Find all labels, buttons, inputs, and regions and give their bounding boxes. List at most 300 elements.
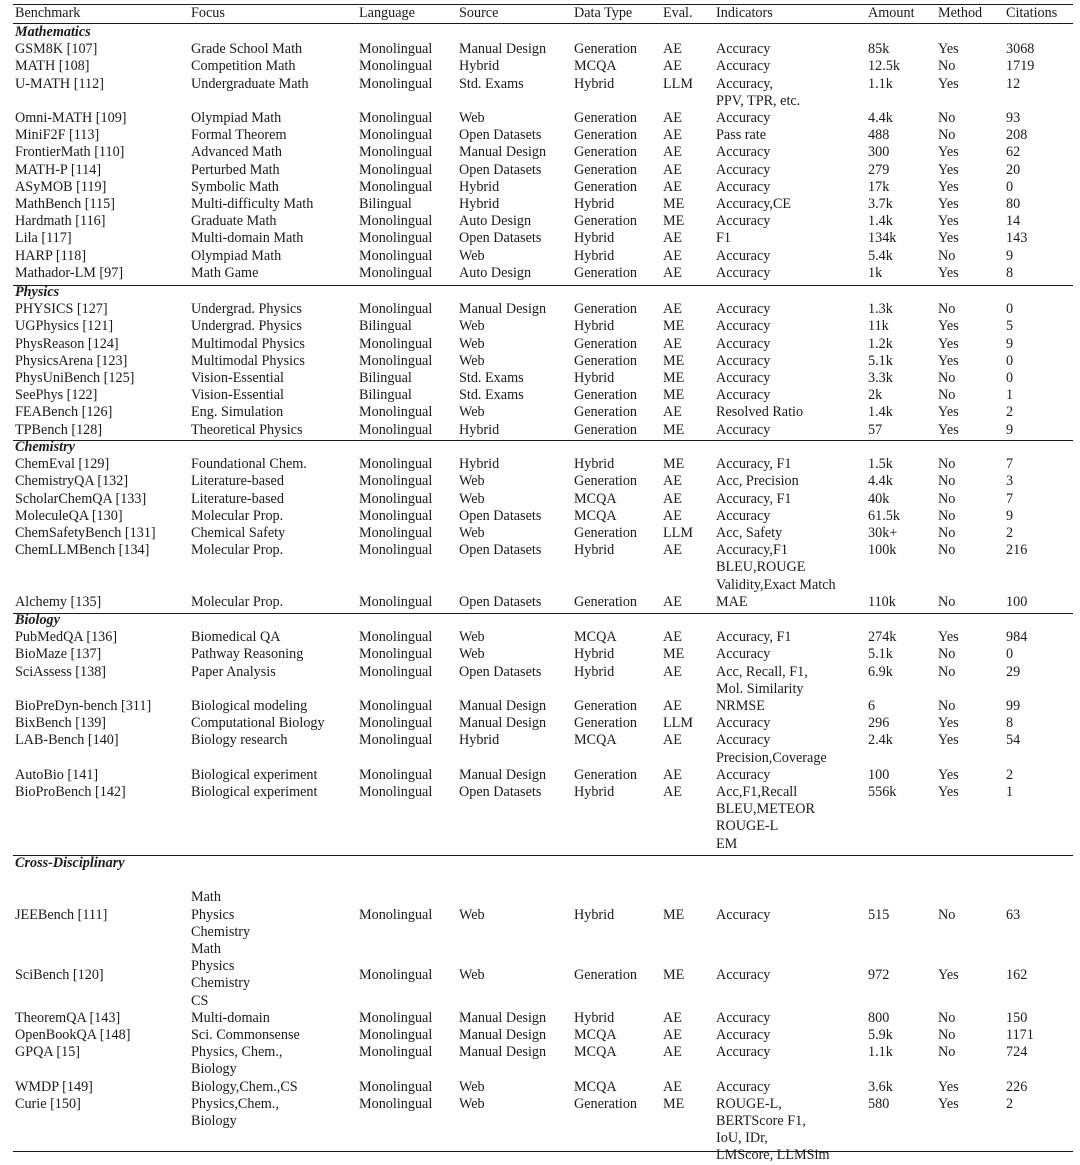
cell-indicators: Accuracy	[716, 370, 771, 386]
cell-citations: 100	[1006, 593, 1028, 610]
cell-benchmark: PHYSICS [127]	[15, 301, 108, 318]
cell-amount: 4.4k	[868, 473, 893, 490]
cell-amount: 6.9k	[868, 663, 893, 680]
cell-data-type: MCQA	[574, 58, 617, 75]
cell-citations: 3	[1006, 473, 1014, 490]
cell-benchmark: AutoBio [141]	[15, 766, 99, 783]
cell-focus: Eng. Simulation	[191, 404, 284, 421]
cell-data-type: Hybrid	[574, 230, 615, 247]
cell-amount: 5.1k	[868, 352, 893, 369]
cell-eval: AE	[663, 58, 682, 75]
cell-data-type: Generation	[574, 404, 638, 421]
cell-focus: Biology research	[191, 732, 288, 749]
cell-citations: 7	[1006, 490, 1014, 507]
cell-eval: AE	[663, 264, 682, 281]
cell-eval: AE	[663, 144, 682, 161]
cell-eval: AE	[663, 247, 682, 264]
cell-amount: 30k+	[868, 525, 898, 541]
cell-indicators: Acc, Safety	[716, 525, 783, 541]
cell-language: Monolingual	[359, 593, 433, 610]
cell-method: Yes	[938, 715, 959, 732]
cell-source: Auto Design	[459, 213, 532, 230]
cell-language: Monolingual	[359, 1078, 433, 1095]
cell-amount: 1.3k	[868, 301, 893, 318]
cell-focus: Math Physics Chemistry CS	[191, 941, 251, 1009]
cell-source: Open Datasets	[459, 784, 542, 800]
cell-method: Yes	[938, 230, 959, 247]
cell-benchmark: BioProBench [142]	[15, 784, 126, 800]
cell-source: Open Datasets	[459, 161, 542, 178]
cell-language: Monolingual	[359, 663, 433, 680]
cell-data-type: Generation	[574, 352, 638, 369]
cell-method: No	[938, 370, 956, 386]
cell-citations: 29	[1006, 663, 1021, 680]
cell-indicators: Accuracy	[716, 646, 771, 663]
cell-source: Hybrid	[459, 196, 500, 212]
cell-eval: ME	[663, 646, 685, 663]
cell-citations: 162	[1006, 966, 1028, 983]
cell-indicators: Accuracy	[716, 1027, 771, 1043]
cell-amount: 17k	[868, 178, 890, 195]
cell-citations: 1	[1006, 784, 1014, 800]
section-rule	[13, 440, 1073, 441]
cell-focus: Olympiad Math	[191, 247, 282, 264]
cell-source: Manual Design	[459, 1027, 547, 1043]
cell-method: Yes	[938, 264, 959, 281]
cell-benchmark: ScholarChemQA [133]	[15, 490, 147, 507]
cell-benchmark: ChemEval [129]	[15, 456, 110, 473]
cell-focus: Biomedical QA	[191, 629, 281, 646]
cell-source: Hybrid	[459, 421, 500, 438]
cell-eval: LLM	[663, 75, 693, 92]
cell-benchmark: UGPhysics [121]	[15, 318, 114, 335]
cell-indicators: Acc, Recall, F1, Mol. Similarity	[716, 663, 808, 697]
cell-eval: AE	[663, 110, 682, 126]
cell-focus: Multi-difficulty Math	[191, 196, 314, 212]
cell-method: Yes	[938, 629, 959, 646]
cell-eval: AE	[663, 1009, 682, 1026]
cell-indicators: Accuracy	[716, 247, 771, 264]
cell-method: Yes	[938, 966, 959, 983]
cell-language: Monolingual	[359, 421, 433, 438]
cell-benchmark: ChemSafetyBench [131]	[15, 525, 156, 541]
cell-benchmark: SeePhys [122]	[15, 387, 98, 404]
cell-citations: 3068	[1006, 41, 1035, 58]
cell-indicators: Accuracy	[716, 318, 771, 335]
cell-citations: 2	[1006, 404, 1014, 421]
cell-eval: AE	[663, 507, 682, 524]
cell-benchmark: HARP [118]	[15, 247, 87, 264]
cell-eval: AE	[663, 1027, 682, 1043]
cell-amount: 3.3k	[868, 370, 893, 386]
cell-focus: Undergrad. Physics	[191, 301, 302, 318]
cell-benchmark: GPQA [15]	[15, 1044, 81, 1061]
cell-language: Monolingual	[359, 110, 433, 126]
cell-citations: 14	[1006, 213, 1021, 230]
cell-citations: 208	[1006, 127, 1028, 144]
cell-benchmark: PubMedQA [136]	[15, 629, 118, 646]
cell-benchmark: Hardmath [116]	[15, 213, 106, 230]
cell-focus: Multimodal Physics	[191, 335, 305, 352]
cell-eval: AE	[663, 178, 682, 195]
cell-language: Monolingual	[359, 161, 433, 178]
cell-eval: AE	[663, 1078, 682, 1095]
cell-language: Monolingual	[359, 507, 433, 524]
cell-focus: Biological experiment	[191, 766, 318, 783]
cell-source: Web	[459, 646, 485, 663]
cell-focus: Graduate Math	[191, 213, 277, 230]
cell-citations: 2	[1006, 1095, 1014, 1112]
table-bottom-rule	[13, 1151, 1073, 1152]
section-title: Mathematics	[15, 24, 91, 40]
cell-citations: 724	[1006, 1044, 1028, 1061]
cell-benchmark: FrontierMath [110]	[15, 144, 125, 161]
cell-focus: Perturbed Math	[191, 161, 280, 178]
cell-focus: Olympiad Math	[191, 110, 282, 126]
cell-source: Manual Design	[459, 715, 547, 732]
cell-language: Monolingual	[359, 127, 433, 144]
cell-data-type: Generation	[574, 110, 638, 126]
cell-citations: 1	[1006, 387, 1014, 404]
cell-language: Monolingual	[359, 144, 433, 161]
cell-indicators: Accuracy,CE	[716, 196, 792, 212]
cell-source: Web	[459, 490, 485, 507]
cell-source: Manual Design	[459, 698, 547, 714]
cell-source: Open Datasets	[459, 230, 542, 247]
cell-source: Web	[459, 629, 485, 646]
cell-source: Manual Design	[459, 144, 547, 161]
cell-source: Hybrid	[459, 456, 500, 473]
cell-method: No	[938, 110, 956, 126]
cell-citations: 62	[1006, 144, 1021, 161]
cell-amount: 100k	[868, 542, 897, 559]
cell-data-type: Generation	[574, 1095, 638, 1112]
cell-focus: Sci. Commonsense	[191, 1027, 300, 1043]
cell-method: No	[938, 698, 956, 714]
cell-language: Monolingual	[359, 178, 433, 195]
cell-eval: ME	[663, 213, 685, 230]
cell-citations: 0	[1006, 646, 1014, 663]
cell-language: Bilingual	[359, 196, 412, 212]
cell-method: Yes	[938, 196, 959, 212]
cell-citations: 143	[1006, 230, 1028, 247]
cell-amount: 274k	[868, 629, 897, 646]
col-header-method: Method	[938, 5, 983, 21]
cell-focus: Pathway Reasoning	[191, 646, 304, 663]
cell-data-type: MCQA	[574, 1078, 617, 1095]
cell-source: Open Datasets	[459, 593, 542, 610]
cell-indicators: Resolved Ratio	[716, 404, 804, 421]
cell-amount: 57	[868, 421, 883, 438]
cell-source: Hybrid	[459, 58, 500, 75]
cell-benchmark: WMDP [149]	[15, 1078, 93, 1095]
cell-indicators: Accuracy, F1	[716, 629, 792, 646]
cell-indicators: Accuracy Precision,Coverage	[716, 732, 827, 766]
cell-data-type: Generation	[574, 525, 638, 541]
col-header-eval: Eval.	[663, 5, 693, 21]
cell-amount: 61.5k	[868, 507, 900, 524]
cell-source: Hybrid	[459, 732, 500, 749]
cell-eval: AE	[663, 784, 682, 800]
cell-amount: 11k	[868, 318, 889, 335]
cell-data-type: Generation	[574, 698, 638, 714]
cell-citations: 9	[1006, 335, 1014, 352]
cell-benchmark: SciAssess [138]	[15, 663, 107, 680]
cell-indicators: Accuracy	[716, 1044, 771, 1061]
cell-focus: Biological experiment	[191, 784, 318, 800]
cell-eval: AE	[663, 629, 682, 646]
cell-amount: 3.6k	[868, 1078, 893, 1095]
cell-amount: 1.5k	[868, 456, 893, 473]
cell-indicators: Accuracy	[716, 264, 771, 281]
cell-indicators: Accuracy	[716, 507, 771, 524]
cell-amount: 12.5k	[868, 58, 900, 75]
cell-data-type: Hybrid	[574, 906, 615, 923]
cell-source: Web	[459, 110, 485, 126]
cell-indicators: F1	[716, 230, 731, 247]
cell-data-type: Generation	[574, 715, 638, 732]
cell-amount: 40k	[868, 490, 890, 507]
cell-method: Yes	[938, 352, 959, 369]
cell-focus: Competition Math	[191, 58, 296, 75]
cell-data-type: Hybrid	[574, 646, 615, 663]
cell-citations: 99	[1006, 698, 1021, 714]
cell-data-type: Hybrid	[574, 1009, 615, 1026]
cell-benchmark: Omni-MATH [109]	[15, 110, 127, 126]
cell-method: No	[938, 301, 956, 318]
cell-citations: 5	[1006, 318, 1014, 335]
cell-benchmark: BioMaze [137]	[15, 646, 102, 663]
cell-citations: 150	[1006, 1009, 1028, 1026]
cell-eval: ME	[663, 370, 685, 386]
cell-focus: Grade School Math	[191, 41, 303, 58]
cell-benchmark: Alchemy [135]	[15, 593, 102, 610]
cell-method: No	[938, 1027, 956, 1043]
cell-indicators: Accuracy	[716, 110, 771, 126]
cell-method: No	[938, 507, 956, 524]
cell-method: Yes	[938, 75, 959, 92]
cell-focus: Undergrad. Physics	[191, 318, 302, 335]
cell-source: Std. Exams	[459, 75, 524, 92]
cell-benchmark: OpenBookQA [148]	[15, 1027, 131, 1043]
cell-citations: 9	[1006, 247, 1014, 264]
cell-eval: AE	[663, 732, 682, 749]
cell-data-type: Generation	[574, 213, 638, 230]
cell-amount: 4.4k	[868, 110, 893, 126]
cell-language: Monolingual	[359, 1009, 433, 1026]
col-header-amount: Amount	[868, 5, 915, 21]
cell-benchmark: MoleculeQA [130]	[15, 507, 123, 524]
cell-focus: Molecular Prop.	[191, 507, 284, 524]
col-header-language: Language	[359, 5, 415, 21]
cell-amount: 1.4k	[868, 213, 893, 230]
cell-method: Yes	[938, 732, 959, 749]
cell-benchmark: PhysUniBench [125]	[15, 370, 135, 386]
cell-benchmark: FEABench [126]	[15, 404, 113, 421]
cell-language: Monolingual	[359, 213, 433, 230]
cell-indicators: Accuracy, F1	[716, 456, 792, 473]
cell-method: Yes	[938, 1095, 959, 1112]
cell-amount: 6	[868, 698, 876, 714]
cell-indicators: Accuracy	[716, 766, 771, 783]
cell-benchmark: MiniF2F [113]	[15, 127, 100, 144]
section-title: Chemistry	[15, 439, 75, 455]
cell-indicators: Accuracy, PPV, TPR, etc.	[716, 75, 801, 109]
cell-data-type: Generation	[574, 264, 638, 281]
cell-benchmark: JEEBench [111]	[15, 906, 108, 923]
cell-focus: Physics,Chem., Biology	[191, 1095, 279, 1129]
cell-language: Monolingual	[359, 230, 433, 247]
cell-citations: 216	[1006, 542, 1028, 559]
cell-benchmark: Lila [117]	[15, 230, 72, 247]
cell-indicators: NRMSE	[716, 698, 765, 714]
cell-data-type: MCQA	[574, 732, 617, 749]
cell-method: Yes	[938, 1078, 959, 1095]
cell-method: Yes	[938, 404, 959, 421]
cell-indicators: Accuracy	[716, 41, 771, 58]
cell-focus: Biological modeling	[191, 698, 308, 714]
cell-indicators: Accuracy	[716, 1009, 771, 1026]
cell-focus: Undergraduate Math	[191, 75, 309, 92]
cell-focus: Symbolic Math	[191, 178, 279, 195]
cell-language: Monolingual	[359, 490, 433, 507]
cell-source: Web	[459, 1078, 485, 1095]
cell-citations: 7	[1006, 456, 1014, 473]
cell-citations: 1171	[1006, 1027, 1034, 1043]
cell-benchmark: MATH-P [114]	[15, 161, 102, 178]
cell-data-type: Generation	[574, 593, 638, 610]
cell-source: Open Datasets	[459, 663, 542, 680]
cell-citations: 0	[1006, 352, 1014, 369]
cell-data-type: Hybrid	[574, 663, 615, 680]
cell-data-type: MCQA	[574, 629, 617, 646]
cell-eval: AE	[663, 230, 682, 247]
cell-data-type: MCQA	[574, 1027, 617, 1043]
cell-benchmark: TheoremQA [143]	[15, 1009, 121, 1026]
cell-benchmark: PhysReason [124]	[15, 335, 119, 352]
cell-language: Bilingual	[359, 370, 412, 386]
cell-data-type: Hybrid	[574, 370, 615, 386]
cell-eval: ME	[663, 421, 685, 438]
cell-method: No	[938, 525, 956, 541]
cell-eval: AE	[663, 404, 682, 421]
cell-amount: 279	[868, 161, 890, 178]
cell-citations: 80	[1006, 196, 1021, 212]
cell-language: Monolingual	[359, 41, 433, 58]
cell-citations: 9	[1006, 421, 1014, 438]
cell-amount: 300	[868, 144, 890, 161]
cell-source: Hybrid	[459, 178, 500, 195]
cell-language: Monolingual	[359, 404, 433, 421]
cell-source: Web	[459, 966, 485, 983]
cell-language: Monolingual	[359, 966, 433, 983]
cell-focus: Paper Analysis	[191, 663, 276, 680]
cell-amount: 580	[868, 1095, 890, 1112]
cell-citations: 20	[1006, 161, 1021, 178]
cell-method: Yes	[938, 213, 959, 230]
cell-focus: Advanced Math	[191, 144, 283, 161]
cell-eval: AE	[663, 161, 682, 178]
section-rule	[13, 285, 1073, 286]
section-title: Biology	[15, 612, 60, 628]
cell-amount: 5.9k	[868, 1027, 893, 1043]
cell-amount: 100	[868, 766, 890, 783]
cell-language: Monolingual	[359, 1027, 433, 1043]
cell-citations: 984	[1006, 629, 1028, 646]
cell-source: Web	[459, 318, 485, 335]
cell-language: Monolingual	[359, 247, 433, 264]
cell-focus: Multi-domain	[191, 1009, 270, 1026]
cell-language: Monolingual	[359, 335, 433, 352]
cell-citations: 12	[1006, 75, 1021, 92]
cell-method: Yes	[938, 335, 959, 352]
cell-eval: LLM	[663, 715, 693, 732]
cell-focus: Formal Theorem	[191, 127, 287, 144]
cell-focus: Physics, Chem., Biology	[191, 1044, 283, 1078]
cell-language: Monolingual	[359, 766, 433, 783]
cell-focus: Foundational Chem.	[191, 456, 307, 473]
cell-eval: AE	[663, 490, 682, 507]
cell-method: No	[938, 456, 956, 473]
section-title: Physics	[15, 284, 60, 300]
cell-method: Yes	[938, 766, 959, 783]
cell-amount: 1.2k	[868, 335, 893, 352]
cell-indicators: MAE	[716, 593, 748, 610]
section-title: Cross-Disciplinary	[15, 855, 125, 871]
cell-data-type: Hybrid	[574, 542, 615, 559]
col-header-data-type: Data Type	[574, 5, 633, 21]
cell-method: Yes	[938, 421, 959, 438]
cell-language: Monolingual	[359, 301, 433, 318]
cell-benchmark: ASyMOB [119]	[15, 178, 107, 195]
cell-eval: LLM	[663, 525, 693, 541]
cell-data-type: Generation	[574, 387, 638, 404]
cell-method: No	[938, 593, 956, 610]
cell-method: Yes	[938, 784, 959, 800]
cell-source: Manual Design	[459, 1009, 547, 1026]
col-header-source: Source	[459, 5, 499, 21]
cell-source: Open Datasets	[459, 507, 542, 524]
cell-language: Monolingual	[359, 542, 433, 559]
cell-indicators: Accuracy	[716, 58, 771, 75]
cell-language: Monolingual	[359, 473, 433, 490]
cell-indicators: Accuracy	[716, 421, 771, 438]
cell-citations: 2	[1006, 525, 1014, 541]
cell-eval: ME	[663, 196, 685, 212]
cell-benchmark: PhysicsArena [123]	[15, 352, 128, 369]
cell-eval: AE	[663, 301, 682, 318]
cell-method: Yes	[938, 41, 959, 58]
cell-language: Monolingual	[359, 525, 433, 541]
cell-language: Monolingual	[359, 906, 433, 923]
col-header-focus: Focus	[191, 5, 225, 21]
cell-source: Web	[459, 525, 485, 541]
cell-method: No	[938, 1009, 956, 1026]
cell-source: Web	[459, 352, 485, 369]
cell-indicators: Accuracy	[716, 161, 771, 178]
cell-data-type: MCQA	[574, 507, 617, 524]
cell-amount: 5.4k	[868, 247, 893, 264]
cell-amount: 800	[868, 1009, 890, 1026]
cell-eval: ME	[663, 318, 685, 335]
cell-language: Monolingual	[359, 456, 433, 473]
cell-citations: 93	[1006, 110, 1021, 126]
cell-language: Monolingual	[359, 264, 433, 281]
col-header-citations: Citations	[1006, 5, 1058, 21]
cell-focus: Vision-Essential	[191, 387, 284, 404]
cell-data-type: Generation	[574, 766, 638, 783]
header-rule	[13, 23, 1073, 24]
